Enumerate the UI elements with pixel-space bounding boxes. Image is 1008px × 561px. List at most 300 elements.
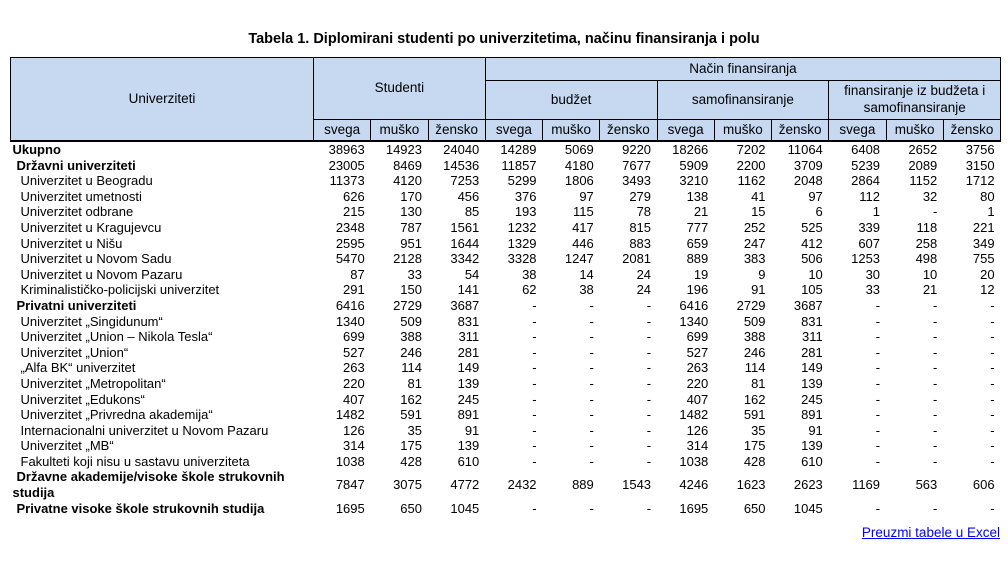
value-cell: - [589,422,594,438]
value-cell: 281 [457,344,480,360]
value-cell: 11857 [501,157,537,173]
value-cell: - [932,391,938,407]
value-cell: 1712 [965,173,995,189]
value-cell: 889 [686,251,709,267]
value-cell: 245 [457,391,480,407]
value-cell: - [589,407,594,423]
value-cell: 139 [801,438,823,454]
value-cell: 11064 [787,142,823,157]
value-cell: 815 [629,219,652,235]
value-cell: 5239 [851,157,881,173]
value-cell: 1561 [450,219,480,235]
value-cell: 1623 [736,477,766,493]
value-cell: 1 [987,204,995,220]
value-cell: 80 [980,188,995,204]
table-row [11,220,1001,236]
value-cell: 38 [579,282,594,298]
value-cell: - [875,422,881,438]
header-self-financing: samofinansiranje [657,81,829,120]
value-cell: - [990,391,995,407]
value-cell: - [646,391,652,407]
university-name-cell: Univerzitet umetnosti [20,188,142,204]
table-row [11,423,1001,439]
university-name-cell: Univerzitet „Union“ [20,344,129,360]
value-cell: 1340 [679,313,709,329]
value-cell: 5069 [564,142,594,157]
university-name-cell: „Alfa BK“ univerzitet [20,360,136,376]
value-cell: - [532,422,537,438]
value-cell: 376 [514,188,537,204]
value-cell: - [932,453,938,469]
value-cell: - [990,500,995,516]
value-cell: 81 [407,375,422,391]
value-cell: 12 [980,282,995,298]
value-cell: 1482 [335,407,365,423]
value-cell: 1169 [852,477,881,493]
value-cell: 97 [579,188,594,204]
table-row [11,345,1001,361]
university-name-cell: Univerzitet „Union – Nikola Tesla“ [20,329,213,345]
value-cell: 246 [743,344,766,360]
value-cell: - [532,329,537,345]
value-cell: 14289 [500,142,537,157]
value-cell: 32 [922,188,938,204]
value-cell: 193 [514,204,537,220]
value-cell: - [932,360,938,376]
value-cell: - [646,500,652,516]
value-cell: - [932,297,938,313]
university-name-cell: Univerzitet u Novom Sadu [20,251,172,267]
value-cell: 291 [343,282,365,298]
table-row [11,267,1001,283]
university-name-cell: Univerzitet u Beogradu [20,173,153,189]
value-cell: 407 [686,391,709,407]
value-cell: 141 [457,282,480,298]
value-cell: 787 [400,219,422,235]
table-row [11,236,1001,252]
value-cell: - [646,375,652,391]
value-cell: 24040 [443,142,480,157]
value-cell: 626 [343,188,365,204]
value-cell: 2729 [736,297,766,313]
value-cell: - [532,391,537,407]
value-cell: - [532,297,537,313]
value-cell: 246 [400,344,422,360]
value-cell: 114 [401,360,422,376]
subheader-svega: svega [314,120,371,142]
value-cell: 428 [743,453,766,469]
value-cell: 3687 [450,297,480,313]
university-name-cell: Kriminalističko-policijski univerzitet [20,282,220,298]
value-cell: - [589,313,594,329]
subheader-musko: muško [714,120,771,142]
value-cell: 527 [343,344,365,360]
university-name-cell: Državne akademije/visoke škole strukovnih studija [12,469,285,501]
value-cell: 14 [579,266,594,282]
value-cell: 527 [686,344,709,360]
value-cell: 2432 [507,477,537,493]
value-cell: 1543 [622,477,652,493]
value-cell: 1253 [851,251,881,267]
value-cell: - [532,438,537,454]
value-cell: - [875,453,881,469]
header-students: Studenti [314,58,486,120]
footer-link-row [0,525,1000,540]
value-cell: 606 [972,477,995,493]
value-cell: 456 [457,188,480,204]
value-cell: 891 [457,407,480,423]
value-cell: 1247 [564,251,594,267]
subheader-svega: svega [485,120,542,142]
value-cell: 9220 [622,142,652,157]
value-cell: 831 [457,313,480,329]
statistics-table [10,57,1001,516]
value-cell: 21 [922,282,938,298]
value-cell: 6416 [335,297,365,313]
value-cell: 417 [572,219,594,235]
university-name-cell: Privatni univerziteti [16,297,137,313]
value-cell: 4120 [393,173,422,189]
value-cell: - [932,344,938,360]
value-cell: 91 [464,422,480,438]
value-cell: 11373 [329,173,365,189]
university-name-cell: Univerzitet „Singidunum“ [20,313,163,329]
value-cell: 252 [743,219,766,235]
table-row [11,189,1001,205]
value-cell: - [932,438,938,454]
table-row [11,314,1001,330]
value-cell: - [875,500,881,516]
value-cell: 525 [801,219,823,235]
value-cell: 7253 [450,173,480,189]
subheader-svega: svega [829,120,886,142]
value-cell: 91 [751,282,766,298]
value-cell: 6408 [851,142,881,157]
value-cell: 105 [801,282,823,298]
value-cell: 263 [343,360,365,376]
value-cell: 659 [686,235,709,251]
value-cell: 5909 [679,157,709,173]
university-name-cell: Ukupno [12,142,61,157]
value-cell: 891 [801,407,823,423]
value-cell: - [589,329,594,345]
table-row [11,438,1001,454]
subheader-zensko: žensko [772,120,829,142]
value-cell: 3709 [793,157,823,173]
value-cell: - [589,438,594,454]
value-cell: 3328 [507,251,537,267]
value-cell: 62 [522,282,537,298]
value-cell: 97 [808,188,823,204]
table-row [11,407,1001,423]
value-cell: 196 [686,282,709,298]
value-cell: 247 [743,235,766,251]
value-cell: 139 [457,375,480,391]
value-cell: 383 [743,251,766,267]
table-row [11,392,1001,408]
value-cell: 139 [457,438,480,454]
table-row [11,298,1001,314]
value-cell: 1038 [679,453,709,469]
value-cell: - [875,344,881,360]
value-cell: 35 [751,422,766,438]
value-cell: 883 [629,235,652,251]
university-name-cell: Univerzitet odbrane [20,204,134,220]
value-cell: 149 [457,360,480,376]
university-name-cell: Univerzitet „Metropolitan“ [20,375,166,391]
value-cell: 1232 [507,219,537,235]
value-cell: 1162 [737,173,766,189]
value-cell: - [532,500,537,516]
value-cell: 91 [808,422,823,438]
value-cell: - [646,360,652,376]
subheader-musko: muško [543,120,600,142]
value-cell: 23005 [328,157,365,173]
value-cell: 498 [915,251,938,267]
value-cell: - [875,375,881,391]
value-cell: - [990,375,995,391]
table-row [11,173,1001,189]
value-cell: - [646,344,652,360]
value-cell: - [875,329,881,345]
value-cell: - [589,391,594,407]
value-cell: 2729 [393,297,422,313]
value-cell: 1340 [335,313,365,329]
value-cell: 610 [457,453,480,469]
value-cell: 24 [636,282,652,298]
value-cell: 349 [972,235,995,251]
value-cell: - [646,313,652,329]
value-cell: - [646,453,652,469]
value-cell: 777 [686,219,709,235]
table-body [11,141,1001,516]
table-row [11,329,1001,345]
value-cell: - [932,422,938,438]
value-cell: 446 [572,235,594,251]
university-name-cell: Privatne visoke škole strukovnih studija [16,500,265,516]
download-excel-link[interactable]: Preuzmi tabele u Excel [861,525,1000,541]
value-cell: 162 [400,391,422,407]
value-cell: 311 [458,329,480,345]
value-cell: 650 [400,500,422,516]
value-cell: - [932,329,938,345]
value-cell: - [532,313,537,329]
value-cell: 38 [522,266,537,282]
value-cell: 3342 [450,251,480,267]
value-cell: 10 [922,266,938,282]
value-cell: 18266 [672,142,709,157]
value-cell: 4772 [450,477,480,493]
value-cell: 7677 [622,157,652,173]
value-cell: 1482 [679,407,709,423]
value-cell: 3493 [622,173,652,189]
value-cell: 150 [400,282,422,298]
value-cell: 2089 [908,157,938,173]
value-cell: 115 [573,204,594,220]
value-cell: 1152 [909,173,938,189]
table-row [11,158,1001,174]
value-cell: 139 [801,375,823,391]
university-name-cell: Fakulteti koji nisu u sastavu univerziteta [20,453,250,469]
value-cell: 755 [972,251,995,267]
value-cell: 1045 [793,500,823,516]
value-cell: 126 [686,422,709,438]
header-financing: Način finansiranja [485,58,1000,81]
value-cell: 607 [858,235,881,251]
value-cell: 3210 [679,173,709,189]
value-cell: 149 [801,360,823,376]
value-cell: 14923 [385,142,422,157]
value-cell: 311 [802,329,823,345]
subheader-musko: muško [886,120,943,142]
value-cell: 388 [743,329,766,345]
value-cell: - [646,422,652,438]
subheader-zensko: žensko [428,120,485,142]
value-cell: - [990,297,995,313]
value-cell: - [932,500,938,516]
value-cell: 5299 [507,173,537,189]
value-cell: 118 [916,219,938,235]
value-cell: 1045 [450,500,480,516]
table-row [11,251,1001,267]
value-cell: 9 [758,266,766,282]
value-cell: 699 [343,329,365,345]
value-cell: 509 [743,313,766,329]
value-cell: - [990,329,995,345]
value-cell: 3075 [393,477,422,493]
value-cell: 38963 [328,142,365,157]
value-cell: 6 [815,204,823,220]
table-row [11,141,1001,158]
university-name-cell: Univerzitet u Nišu [20,235,123,251]
value-cell: 21 [693,204,709,220]
university-name-cell: Univerzitet u Kragujevcu [20,219,162,235]
value-cell: 15 [751,204,766,220]
value-cell: 1329 [507,235,537,251]
value-cell: 81 [751,375,766,391]
value-cell: - [875,297,881,313]
value-cell: 2128 [393,251,422,267]
value-cell: - [932,375,938,391]
value-cell: 2652 [908,142,938,157]
value-cell: - [990,313,995,329]
value-cell: - [932,204,938,220]
value-cell: 7847 [335,477,365,493]
value-cell: - [589,375,594,391]
value-cell: - [532,453,537,469]
university-name-cell: Internacionalni univerzitet u Novom Pazaru [20,422,269,438]
table-row [11,376,1001,392]
university-name-cell: Univerzitet u Novom Pazaru [20,266,183,282]
value-cell: 388 [400,329,422,345]
value-cell: 1038 [335,453,365,469]
value-cell: 951 [400,235,422,251]
value-cell: 175 [743,438,766,454]
value-cell: 5470 [335,251,365,267]
value-cell: 54 [464,266,480,282]
subheader-svega: svega [657,120,714,142]
value-cell: 19 [693,266,709,282]
value-cell: 650 [743,500,766,516]
value-cell: 1806 [564,173,594,189]
subheader-musko: muško [371,120,428,142]
value-cell: 126 [343,422,365,438]
value-cell: 563 [915,477,938,493]
subheader-zensko: žensko [943,120,1000,142]
value-cell: 175 [400,438,422,454]
value-cell: - [990,360,995,376]
value-cell: 8469 [393,157,422,173]
value-cell: - [875,313,881,329]
value-cell: 2864 [851,173,881,189]
value-cell: - [589,453,594,469]
value-cell: 85 [464,204,480,220]
value-cell: 30 [865,266,881,282]
value-cell: - [589,344,594,360]
value-cell: - [875,407,881,423]
subheader-zensko: žensko [600,120,657,142]
value-cell: 2595 [335,235,365,251]
value-cell: 339 [858,219,881,235]
table-title: Tabela 1. Diplomirani studenti po univerzitetima, načinu finansiranja i polu [248,31,760,47]
value-cell: 3687 [793,297,823,313]
value-cell: 130 [400,204,422,220]
value-cell: - [875,391,881,407]
value-cell: - [589,500,594,516]
value-cell: 509 [400,313,422,329]
value-cell: - [646,407,652,423]
value-cell: - [532,407,537,423]
value-cell: 3150 [965,157,995,173]
value-cell: - [532,360,537,376]
value-cell: 281 [801,344,823,360]
value-cell: - [990,453,995,469]
university-name-cell: Univerzitet „Edukons“ [20,391,145,407]
value-cell: 1695 [335,500,365,516]
value-cell: 138 [686,188,709,204]
value-cell: 6416 [679,297,709,313]
value-cell: 24 [636,266,652,282]
header-universities: Univerziteti [11,58,314,142]
value-cell: 35 [407,422,422,438]
value-cell: 20 [980,266,995,282]
table-row [11,501,1001,517]
value-cell: - [990,422,995,438]
value-cell: 831 [801,313,823,329]
value-cell: 14536 [443,157,480,173]
value-cell: 1 [872,204,881,220]
value-cell: 170 [400,188,422,204]
table-header [11,58,1001,142]
value-cell: 591 [400,407,422,423]
value-cell: 220 [343,375,365,391]
value-cell: 33 [865,282,881,298]
table-row [11,469,1001,500]
value-cell: - [932,407,938,423]
value-cell: 220 [686,375,709,391]
value-cell: - [875,360,881,376]
value-cell: 506 [801,251,823,267]
value-cell: 10 [808,266,823,282]
value-cell: 2081 [622,251,652,267]
value-cell: 314 [686,438,709,454]
value-cell: 412 [801,235,823,251]
value-cell: 2348 [335,219,365,235]
value-cell: 162 [743,391,766,407]
value-cell: 4180 [564,157,594,173]
value-cell: - [646,297,652,313]
value-cell: 3756 [965,142,995,157]
